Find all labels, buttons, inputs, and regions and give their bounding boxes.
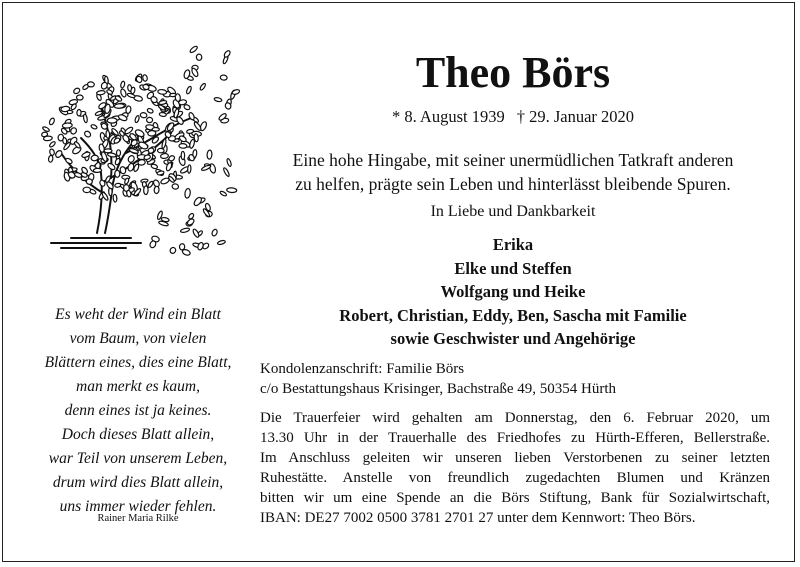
motto-line: zu helfen, prägte sein Leben und hinterlässt bleibende Spuren. (295, 174, 731, 194)
family-list (258, 233, 768, 351)
poem-line: vom Baum, von vielen (69, 330, 207, 347)
left-column (3, 3, 253, 561)
poem-line: uns immer wieder fehlen. (59, 498, 217, 515)
life-dates (258, 107, 768, 127)
service-line: bitten wir um eine Spende an die Börs Stiftung, Bank für Sozialwirtschaft, (260, 490, 770, 506)
poem-line: denn eines ist ja keines. (64, 402, 212, 419)
service-line: IBAN: DE27 7002 0500 3781 2701 27 unter dem Kennwort: Theo Börs. (260, 510, 696, 526)
right-column (258, 3, 778, 561)
poem-author: Rainer Maria Rilke (97, 513, 179, 524)
family-member: Wolfgang und Heike (440, 282, 586, 301)
poem-line: man merkt es kaum, (76, 378, 200, 395)
condolence-line: c/o Bestattungshaus Krisinger, Bachstraße 49, 50354 Hürth (260, 381, 617, 397)
service-details (260, 408, 770, 528)
family-member: Erika (492, 235, 534, 254)
motto (258, 148, 768, 196)
tree-with-falling-leaves-icon (31, 33, 241, 273)
obituary-card (2, 2, 795, 562)
poem (3, 303, 273, 519)
thanks-line: In Liebe und Dankbarkeit (430, 203, 596, 220)
family-member: sowie Geschwister und Angehörige (390, 329, 636, 348)
condolence-line: Kondolenzanschrift: Familie Börs (260, 361, 465, 377)
birth-date: * 8. August 1939 (391, 107, 505, 126)
deceased-name: Theo Börs (415, 48, 611, 97)
service-line: Im Anschluss geleiten wir unseren lieben Verstorbenen zu seiner letzten (260, 450, 770, 466)
service-line: 13.30 Uhr in der Trauerhalle des Friedhofes zu Hürth-Efferen, Bellerstraße. (260, 430, 770, 446)
poem-line: Blättern eines, dies eine Blatt, (44, 354, 232, 371)
service-line: Ruhestätte. Anstelle von freundlich zugedachten Blumen und Kränzen (260, 470, 770, 486)
death-date: † 29. Januar 2020 (516, 107, 635, 126)
poem-line: war Teil von unserem Leben, (48, 450, 228, 467)
poem-line: Doch dieses Blatt allein, (61, 426, 215, 443)
family-member: Robert, Christian, Eddy, Ben, Sascha mit Familie (339, 305, 687, 325)
poem-line: drum wird dies Blatt allein, (52, 474, 224, 491)
motto-line: Eine hohe Hingabe, mit seiner unermüdlichen Tatkraft anderen (292, 150, 734, 170)
poem-line: Es weht der Wind ein Blatt (55, 306, 221, 323)
service-line: Die Trauerfeier wird gehalten am Donnerstag, den 6. Februar 2020, um (260, 410, 770, 426)
condolence-address (260, 359, 770, 399)
family-member: Elke und Steffen (454, 258, 572, 278)
